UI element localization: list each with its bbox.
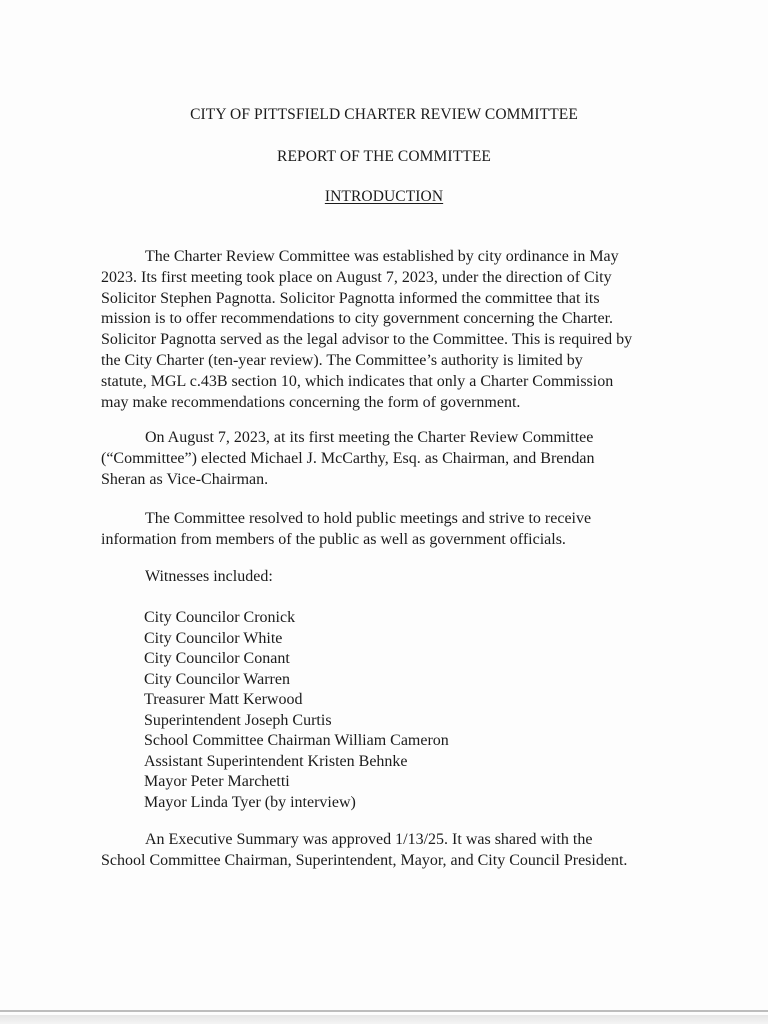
paragraph-line: School Committee Chairman, Superintendent, Mayor, and City Council President. bbox=[101, 851, 628, 869]
list-item: Mayor Peter Marchetti bbox=[144, 773, 290, 790]
summary-paragraph bbox=[101, 830, 671, 872]
meetings-paragraph bbox=[101, 509, 671, 551]
paragraph-line: statute, MGL c.43B section 10, which indicates that only a Charter Commission bbox=[101, 372, 614, 390]
list-item: City Councilor Warren bbox=[144, 670, 290, 688]
witness-list bbox=[144, 608, 449, 813]
document-title: CITY OF PITTSFIELD CHARTER REVIEW COMMITTEE bbox=[190, 106, 578, 123]
paragraph-line: On August 7, 2023, at its first meeting the Charter Review Committee bbox=[145, 429, 594, 446]
list-item: City Councilor Conant bbox=[144, 650, 290, 667]
paragraph-line: mission is to offer recommendations to city government concerning the Charter. bbox=[101, 310, 614, 328]
witnesses-intro bbox=[145, 567, 715, 588]
election-paragraph bbox=[101, 428, 671, 490]
paragraph-line: An Executive Summary was approved 1/13/25. It was shared with the bbox=[145, 831, 593, 848]
scan-edge-line bbox=[0, 1010, 768, 1012]
list-item: Treasurer Matt Kerwood bbox=[144, 691, 303, 708]
list-item: City Councilor White bbox=[144, 629, 283, 647]
paragraph-line: may make recommendations concerning the form of government. bbox=[101, 393, 521, 411]
paragraph-line: Solicitor Stephen Pagnotta. Solicitor Pagnotta informed the committee that its bbox=[101, 289, 600, 307]
paragraph-line: Solicitor Pagnotta served as the legal advisor to the Committee. This is required by bbox=[101, 331, 633, 349]
list-item: Mayor Linda Tyer (by interview) bbox=[144, 793, 356, 811]
paragraph-line: (“Committee”) elected Michael J. McCarthy, Esq. as Chairman, and Brendan bbox=[101, 449, 595, 467]
paragraph-line: Sheran as Vice-Chairman. bbox=[101, 470, 269, 488]
section-heading bbox=[0, 188, 768, 206]
scan-edge-shadow bbox=[0, 1015, 768, 1024]
witnesses-intro-text: Witnesses included: bbox=[145, 568, 273, 585]
document-subtitle: REPORT OF THE COMMITTEE bbox=[277, 148, 491, 165]
paragraph-line: The Charter Review Committee was established by city ordinance in May bbox=[145, 248, 619, 265]
intro-paragraph bbox=[101, 247, 671, 413]
list-item: Assistant Superintendent Kristen Behnke bbox=[144, 752, 408, 770]
paragraph-line: 2023. Its first meeting took place on August 7, 2023, under the direction of City bbox=[101, 268, 612, 286]
list-item: School Committee Chairman William Cameron bbox=[144, 732, 449, 749]
list-item: Superintendent Joseph Curtis bbox=[144, 711, 332, 729]
paragraph-line: The Committee resolved to hold public meetings and strive to receive bbox=[145, 510, 592, 527]
list-item: City Councilor Cronick bbox=[144, 609, 296, 626]
paragraph-line: the City Charter (ten-year review). The Committee’s authority is limited by bbox=[101, 351, 583, 369]
paragraph-line: information from members of the public as well as government officials. bbox=[101, 530, 566, 548]
section-heading-text: INTRODUCTION bbox=[324, 188, 444, 205]
